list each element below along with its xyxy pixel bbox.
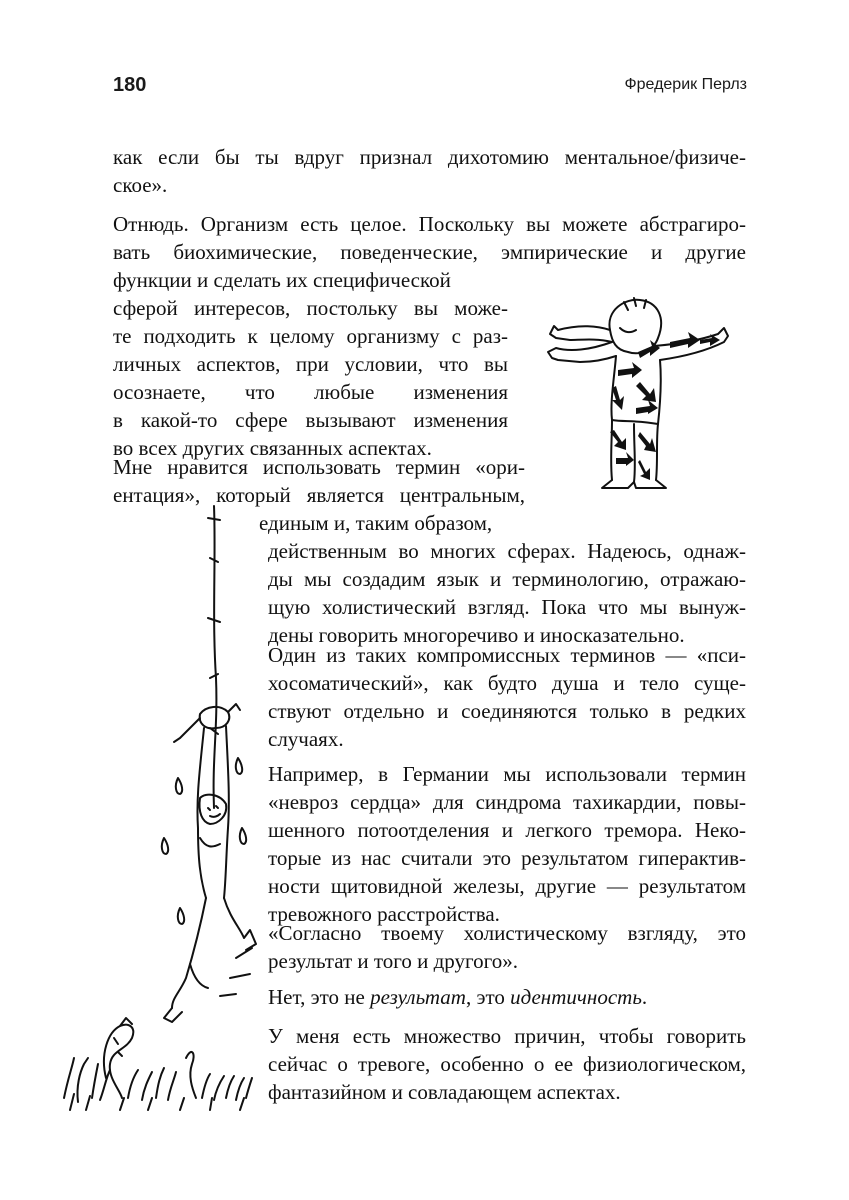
text-line: Отнюдь. Организм есть целое. Поскольку вы можете абстрагиро- (113, 212, 746, 236)
paragraph-4 (268, 641, 746, 753)
running-header-author: Фредерик Перлз (624, 76, 747, 93)
text-line: во всех других связанных аспектах. (113, 436, 432, 460)
text-line: результат и того и другого». (268, 949, 518, 973)
text-line: шенного потоотделения и легкого тремора. Неко- (268, 818, 746, 842)
text-line: хосоматический», как будто душа и тело суще- (268, 671, 746, 695)
text-line: щую холистический взгляд. Пока что мы вынуж- (268, 595, 746, 619)
text-run: . (641, 985, 648, 1009)
paragraph-5 (268, 760, 746, 928)
text-line: тревожного расстройства. (268, 902, 500, 926)
text-line: вать биохимические, поведенческие, эмпирические и другие (113, 240, 746, 264)
text-line: дены говорить многоречиво и иносказательно. (268, 623, 685, 647)
paragraph-3-continued (268, 537, 746, 649)
text-line: ствуют отдельно и соединяются только в редких (268, 699, 746, 723)
text-line: сферой интересов, постольку вы може- (113, 296, 508, 320)
text-line: ентация», который является центральным, (113, 483, 525, 507)
text-line: сейчас о тревоге, особенно о ее физиологическом, (268, 1052, 746, 1076)
paragraph-6 (268, 919, 746, 975)
paragraph-2 (113, 210, 746, 266)
text-line: ское». (113, 173, 168, 197)
text-line: в какой-то сфере вызывают изменения (113, 408, 508, 432)
text-line (268, 983, 746, 1011)
text-line: единым и, таким образом, (259, 511, 493, 535)
text-line: ды мы создадим язык и терминологию, отражаю- (268, 567, 746, 591)
text-line: действенным во многих сферах. Надеюсь, однаж- (268, 539, 746, 563)
page-number: 180 (113, 74, 147, 96)
paragraph-2-wrapped (113, 266, 508, 462)
text-line: «невроз сердца» для синдрома тахикардии, повы- (268, 790, 746, 814)
arrows-man-illustration (540, 290, 760, 500)
text-line: фантазийном и совладающем аспектах. (268, 1080, 621, 1104)
text-line: ности щитовидной железы, другие — результатом (268, 874, 746, 898)
paragraph-3-wrapped (259, 509, 746, 537)
text-line: функции и сделать их специфической (113, 268, 451, 292)
text-line: как если бы ты вдруг признал дихотомию ментальное/физиче- (113, 145, 746, 169)
emphasis-result: результат (370, 985, 466, 1009)
text-line: личных аспектов, при условии, что вы (113, 352, 508, 376)
text-run: Нет, это не (268, 985, 371, 1009)
text-line: случаях. (268, 727, 344, 751)
hanging-figure-illustration (60, 498, 260, 1138)
text-line: те подходить к целому организму с раз- (113, 324, 508, 348)
paragraph-1 (113, 143, 746, 199)
text-run: , это (465, 985, 511, 1009)
text-line: «Согласно твоему холистическому взгляду, это (268, 921, 746, 945)
paragraph-7 (268, 983, 746, 1011)
paragraph-8 (268, 1022, 746, 1106)
text-line: Один из таких компромиссных терминов — «пси- (268, 643, 746, 667)
text-line: Мне нравится использовать термин «ори- (113, 455, 525, 479)
text-line: осознаете, что любые изменения (113, 380, 508, 404)
text-line: торые из нас считали это результатом гиперактив- (268, 846, 746, 870)
text-line: У меня есть множество причин, чтобы говорить (268, 1024, 746, 1048)
emphasis-identity: идентичность (510, 985, 642, 1009)
text-line: Например, в Германии мы использовали термин (268, 762, 746, 786)
